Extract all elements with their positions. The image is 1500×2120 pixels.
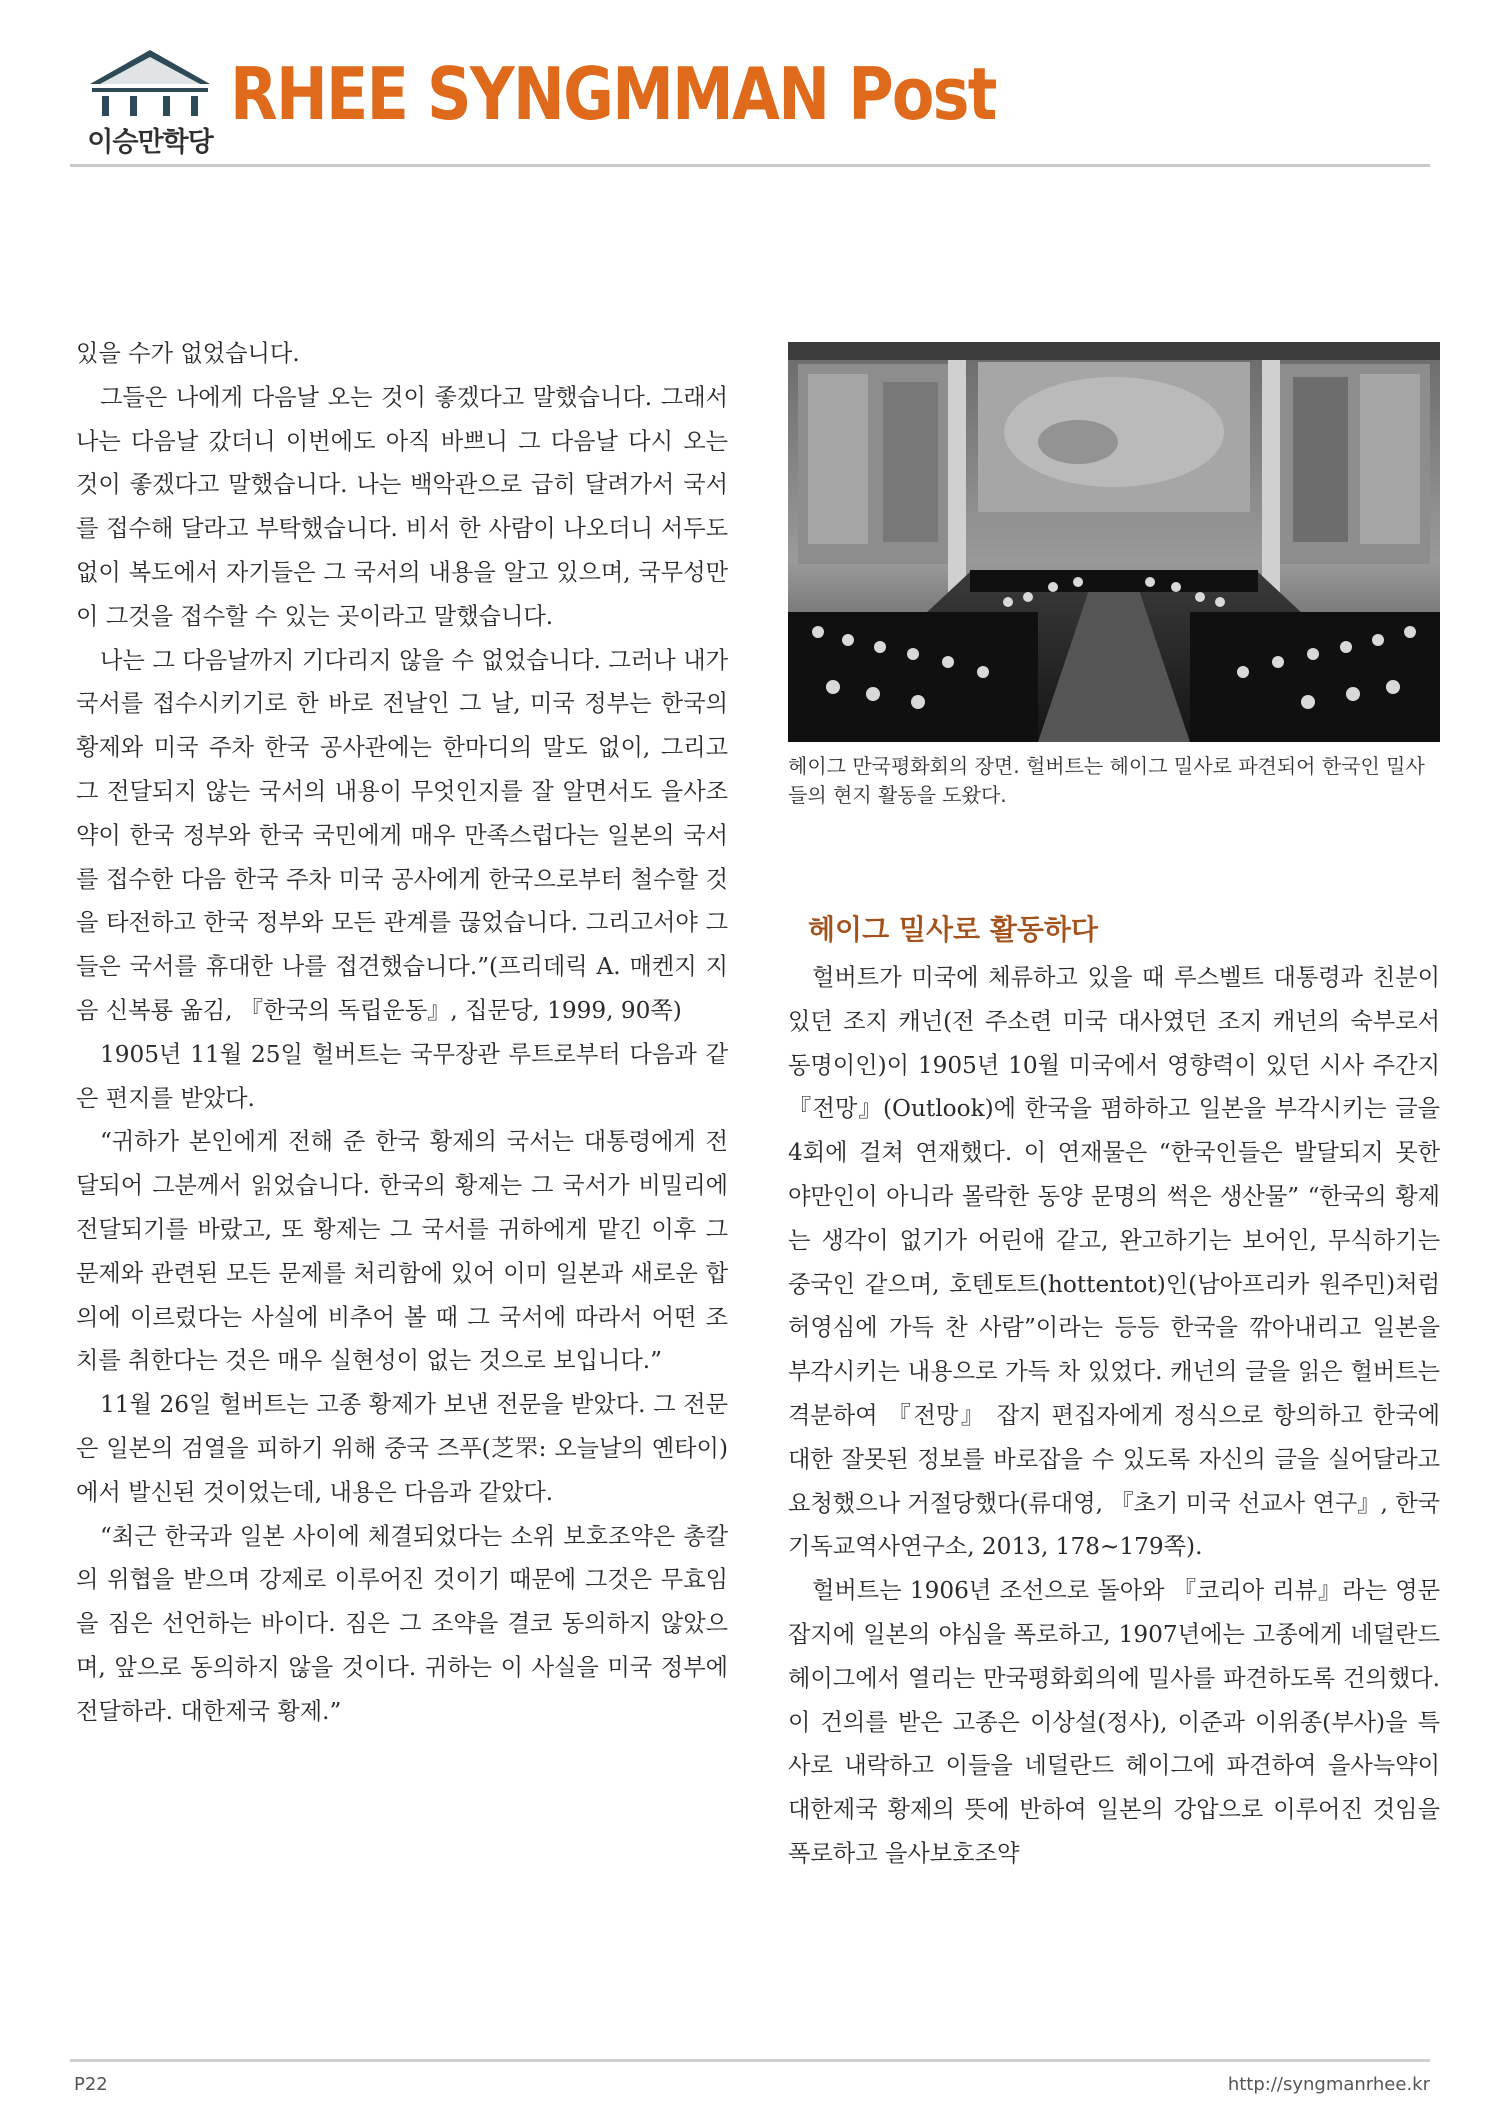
paragraph: “최근 한국과 일본 사이에 체결되었다는 소위 보호조약은 총칼의 위협을 받으며 강제로 이루어진 것이기 때문에 그것은 무효임을 짐은 선언하는 바이다. 짐은 그 조약을 결코 동의하지 않았으며, 앞으로 동의하지 않을 것이다. 귀하는 이 사실을 미국 정부에 전달하라. 대한제국 황제.” <box>76 1522 728 1725</box>
paragraph: 헐버트는 1906년 조선으로 돌아와 『코리아 리뷰』라는 영문 잡지에 일본의 야심을 폭로하고, 1907년에는 고종에게 네덜란드 헤이그에서 열리는 만국평화회의에 밀사를 파견하도록 건의했다. 이 건의를 받은 고종은 이상설(정사), 이준과 이위종(부사)을 특사로 내락하고 이들을 네덜란드 헤이그에 파견하여 을사늑약이 대한제국 황제의 뜻에 반하여 일본의 강압으로 이루어진 것임을 폭로하고 을사보호조약 <box>788 1577 1440 1867</box>
paragraph: 11월 26일 헐버트는 고종 황제가 보낸 전문을 받았다. 그 전문은 일본의 검열을 피하기 위해 중국 즈푸(芝罘: 오늘날의 옌타이)에서 발신된 것이었는데, 내용은 다음과 같았다. <box>76 1391 728 1506</box>
publication-title: RHEE SYNGMMAN Post <box>230 52 996 136</box>
hague-conference-photo <box>788 342 1440 742</box>
photo-caption: 헤이그 만국평화회의 장면. 헐버트는 헤이그 밀사로 파견되어 한국인 밀사들의 현지 활동을 도왔다. <box>788 754 1425 807</box>
paragraph: “귀하가 본인에게 전해 준 한국 황제의 국서는 대통령에게 전달되어 그분께서 읽었습니다. 한국의 황제는 그 국서가 비밀리에 전달되기를 바랐고, 또 황제는 그 국서를 귀하에게 맡긴 이후 그 문제와 관련된 모든 문제를 처리함에 있어 이미 일본과 새로운 합의에 이르렀다는 사실에 비추어 볼 때 그 국서에 따라서 어떤 조치를 취한다는 것은 매우 실현성이 없는 것으로 보입니다.” <box>76 1128 728 1375</box>
section-heading: 헤이그 밀사로 활동하다 <box>808 913 1098 946</box>
left-column <box>76 332 728 1734</box>
footer-divider <box>70 2059 1430 2062</box>
paragraph: 그들은 나에게 다음날 오는 것이 좋겠다고 말했습니다. 그래서 나는 다음날 갔더니 이번에도 아직 바쁘니 그 다음날 다시 오는 것이 좋겠다고 말했습니다. 나는 백악관으로 급히 달려가서 국서를 접수해 달라고 부탁했습니다. 비서 한 사람이 나오더니 서두도 없이 복도에서 자기들은 그 국서의 내용을 알고 있으며, 국무성만이 그것을 접수할 수 있는 곳이라고 말했습니다. <box>76 383 728 630</box>
page-number: P22 <box>74 2074 108 2095</box>
logo-text: 이승만학당 <box>87 127 213 158</box>
paragraph: 1905년 11월 25일 헐버트는 국무장관 루트로부터 다음과 같은 편지를 받았다. <box>76 1040 728 1112</box>
paragraph: 헐버트가 미국에 체류하고 있을 때 루스벨트 대통령과 친분이 있던 조지 캐넌(전 주소련 미국 대사였던 조지 캐넌의 숙부로서 동명이인)이 1905년 10월 미국에서 영향력이 있던 시사 주간지 『전망』(Outlook)에 한국을 폄하하고 일본을 부각시키는 글을 4회에 걸쳐 연재했다. 이 연재물은 “한국인들은 발달되지 못한 야만인이 아니라 몰락한 동양 문명의 썩은 생산물” “한국의 황제는 생각이 없기가 어린애 같고, 완고하기는 보어인, 무식하기는 중국인 같으며, 호텐토트(hottentot)인(남아프리카 원주민)처럼 허영심에 가득 찬 사람”이라는 등등 한국을 깎아내리고 일본을 부각시키는 내용으로 가득 차 있었다. 캐넌의 글을 읽은 헐버트는 격분하여 『전망』 잡지 편집자에게 정식으로 항의하고 한국에 대한 잘못된 정보를 바로잡을 수 있도록 자신의 글을 실어달라고 요청했으나 거절당했다(류대영, 『초기 미국 선교사 연구』, 한국기독교역사연구소, 2013, 178~179쪽). <box>788 964 1440 1561</box>
header-divider <box>70 164 1430 167</box>
paragraph: 있을 수가 없었습니다. <box>76 340 300 367</box>
masthead <box>70 48 1430 168</box>
website-url[interactable]: http://syngmanrhee.kr <box>1227 2074 1430 2095</box>
right-column <box>788 956 1440 1876</box>
paragraph: 나는 그 다음날까지 기다리지 않을 수 없었습니다. 그러나 내가 국서를 접수시키기로 한 바로 전날인 그 날, 미국 정부는 한국의 황제와 미국 주차 한국 공사관에는 한마디의 말도 없이, 그리고 그 전달되지 않는 국서의 내용이 무엇인지를 잘 알면서도 을사조약이 한국 정부와 한국 국민에게 매우 만족스럽다는 일본의 국서를 접수한 다음 한국 주차 미국 공사에게 한국으로부터 철수할 것을 타전하고 한국 정부와 모든 관계를 끊었습니다. 그리고서야 그들은 국서를 휴대한 나를 접견했습니다.”(프리데릭 A. 매켄지 지음 신복룡 옮김, 『한국의 독립운동』, 집문당, 1999, 90쪽) <box>76 646 728 1024</box>
